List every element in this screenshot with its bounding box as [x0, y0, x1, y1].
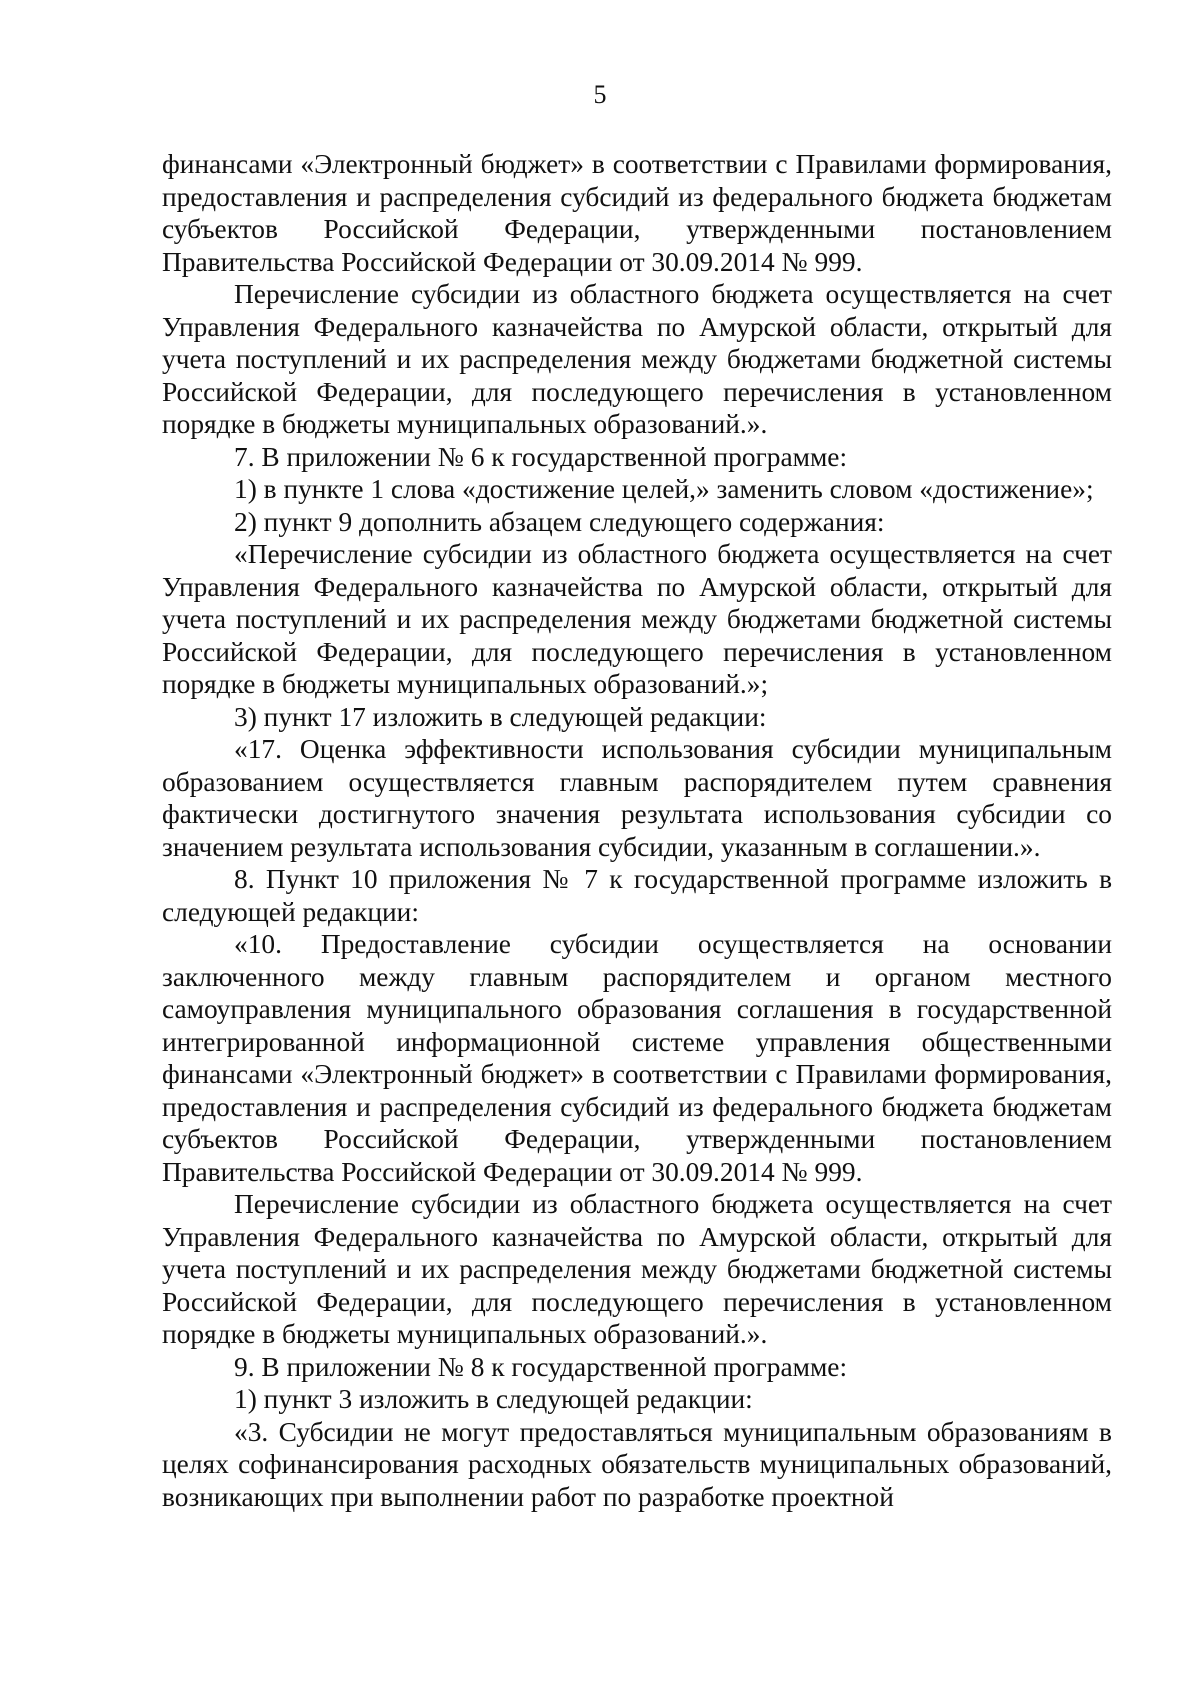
paragraph: 2) пункт 9 дополнить абзацем следующего содержания:	[234, 506, 885, 537]
paragraph: 1) в пункте 1 слова «достижение целей,» заменить словом «достижение»;	[234, 474, 1094, 504]
paragraph: «17. Оценка эффективности использования субсидии муниципальным образованием осуществляется главным распорядителем путем сравнения фактически достигнутого значения результата использования субсидии со значением результата использования субсидии, указанным в соглашении.».	[162, 734, 1112, 862]
paragraph: Перечисление субсидии из областного бюджета осуществляется на счет Управления Федерального казначейства по Амурской области, открытый для учета поступлений и их распределения между бюджетами бюджетной системы Российской Федерации, для последующего перечисления в установленном порядке в бюджеты муниципальных образований.».	[162, 279, 1112, 439]
paragraph: 9. В приложении № 8 к государственной программе:	[234, 1351, 848, 1382]
paragraph: «Перечисление субсидии из областного бюджета осуществляется на счет Управления Федерального казначейства по Амурской области, открытый для учета поступлений и их распределения между бюджетами бюджетной системы Российской Федерации, для последующего перечисления в установленном порядке в бюджеты муниципальных образований.»;	[162, 539, 1112, 699]
paragraph: финансами «Электронный бюджет» в соответствии с Правилами формирования, предоставления и распределения субсидий из федерального бюджета бюджетам субъектов Российской Федерации, утвержденными постановлением Правительства Российской Федерации от 30.09.2014 № 999.	[162, 149, 1112, 277]
paragraph: «10. Предоставление субсидии осуществляется на основании заключенного между главным распорядителем и органом местного самоуправления муниципального образования соглашения в государственной интегрированной информационной системе управления общественными финансами «Электронный бюджет» в соответствии с Правилами формирования, предоставления и распределения субсидий из федерального бюджета бюджетам субъектов Российской Федерации, утвержденными постановлением Правительства Российской Федерации от 30.09.2014 № 999.	[162, 929, 1112, 1187]
paragraph: Перечисление субсидии из областного бюджета осуществляется на счет Управления Федерального казначейства по Амурской области, открытый для учета поступлений и их распределения между бюджетами бюджетной системы Российской Федерации, для последующего перечисления в установленном порядке в бюджеты муниципальных образований.».	[162, 1189, 1112, 1349]
paragraph: 7. В приложении № 6 к государственной программе:	[234, 441, 848, 472]
paragraph: 3) пункт 17 изложить в следующей редакции:	[234, 701, 767, 732]
document-body	[162, 148, 1112, 1513]
paragraph: 8. Пункт 10 приложения № 7 к государственной программе изложить в следующей редакции:	[162, 864, 1112, 927]
paragraph: 1) пункт 3 изложить в следующей редакции:	[234, 1384, 753, 1414]
paragraph: «3. Субсидии не могут предоставляться муниципальным образованиям в целях софинансирования расходных обязательств муниципальных образований, возникающих при выполнении работ по разработке проектной	[162, 1416, 1112, 1512]
page-number: 5	[593, 80, 607, 109]
